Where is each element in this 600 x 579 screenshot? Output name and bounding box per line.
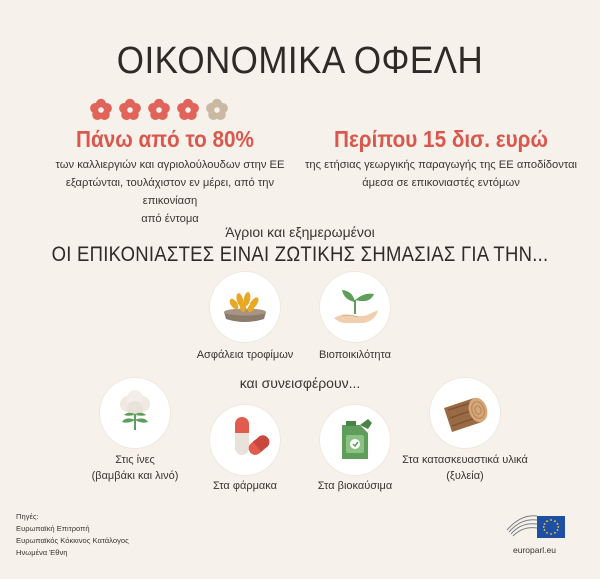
contribution-fibres-line2: (βαμβάκι και λινό) xyxy=(91,470,179,482)
source-item: Ευρωπαϊκή Επιτροπή xyxy=(16,524,90,533)
flower-empty-icon xyxy=(206,99,228,120)
sources-heading: Πηγές: xyxy=(16,512,39,521)
contribution-label-medicine: Στα φάρμακα xyxy=(212,480,278,492)
stat-right-line: της ετήσιας γεωργικής παραγωγής της ΕΕ αποδίδονται xyxy=(304,159,578,171)
flower-filled-icon xyxy=(90,99,112,120)
stat-left-line: εξαρτώνται, τουλάχιστον εν μέρει, από την επικονίαση xyxy=(65,177,275,207)
stat-left-line: των καλλιεργιών και αγριολούλουδων στην ΕΕ xyxy=(55,159,285,171)
grain-bowl-icon xyxy=(210,272,280,342)
cotton-icon xyxy=(100,378,170,448)
log-icon xyxy=(430,378,500,448)
pill-icon xyxy=(210,405,280,475)
section-headline: ΟΙ ΕΠΙΚΟΝΙΑΣΤΕΣ ΕΙΝΑΙ ΖΩΤΙΚΗΣ ΣΗΜΑΣΙΑΣ ΓΙΑ ΤΗΝ... xyxy=(51,243,549,266)
stat-right-value: Περίπου 15 δισ. ευρώ xyxy=(334,126,548,152)
vital-label-food: Ασφάλεια τροφίμων xyxy=(196,349,294,361)
contribution-fibres-line1: Στις ίνες xyxy=(115,454,155,466)
contribution-label-biofuels: Στα βιοκαύσιμα xyxy=(317,480,393,492)
flower-filled-icon xyxy=(119,99,141,120)
stat-right-description xyxy=(296,156,586,192)
european-parliament-logo xyxy=(505,512,567,542)
vital-label-biodiversity: Βιοποικιλότητα xyxy=(319,349,391,361)
footer-site: europarl.eu xyxy=(513,545,557,555)
page-title: ΟΙΚΟΝΟΜΙΚΑ ΟΦΕΛΗ xyxy=(116,40,484,82)
stat-left-value: Πάνω από το 80% xyxy=(76,126,254,152)
flower-filled-icon xyxy=(177,99,199,120)
stat-left-line: από έντομα xyxy=(141,213,199,225)
section-subtitle: Άγριοι και εξημερωμένοι xyxy=(225,224,375,240)
seedling-hand-icon xyxy=(320,272,390,342)
contribution-construction-line1: Στα κατασκευαστικά υλικά xyxy=(402,454,528,466)
contribution-label-construction xyxy=(395,452,535,484)
sources xyxy=(16,511,129,559)
source-item: Ευρωπαϊκός Κόκκινος Κατάλογος xyxy=(16,536,129,545)
flower-filled-icon xyxy=(148,99,170,120)
stat-right-line: άμεσα σε επικονιαστές εντόμων xyxy=(362,177,520,189)
contribution-construction-line2: (ξυλεία) xyxy=(446,470,484,482)
flower-rating xyxy=(88,97,233,123)
contribute-heading: και συνεισφέρουν... xyxy=(239,375,361,391)
stat-left-description xyxy=(40,156,300,228)
source-item: Ηνωμένα Έθνη xyxy=(16,548,68,557)
fuel-can-icon xyxy=(320,405,390,475)
